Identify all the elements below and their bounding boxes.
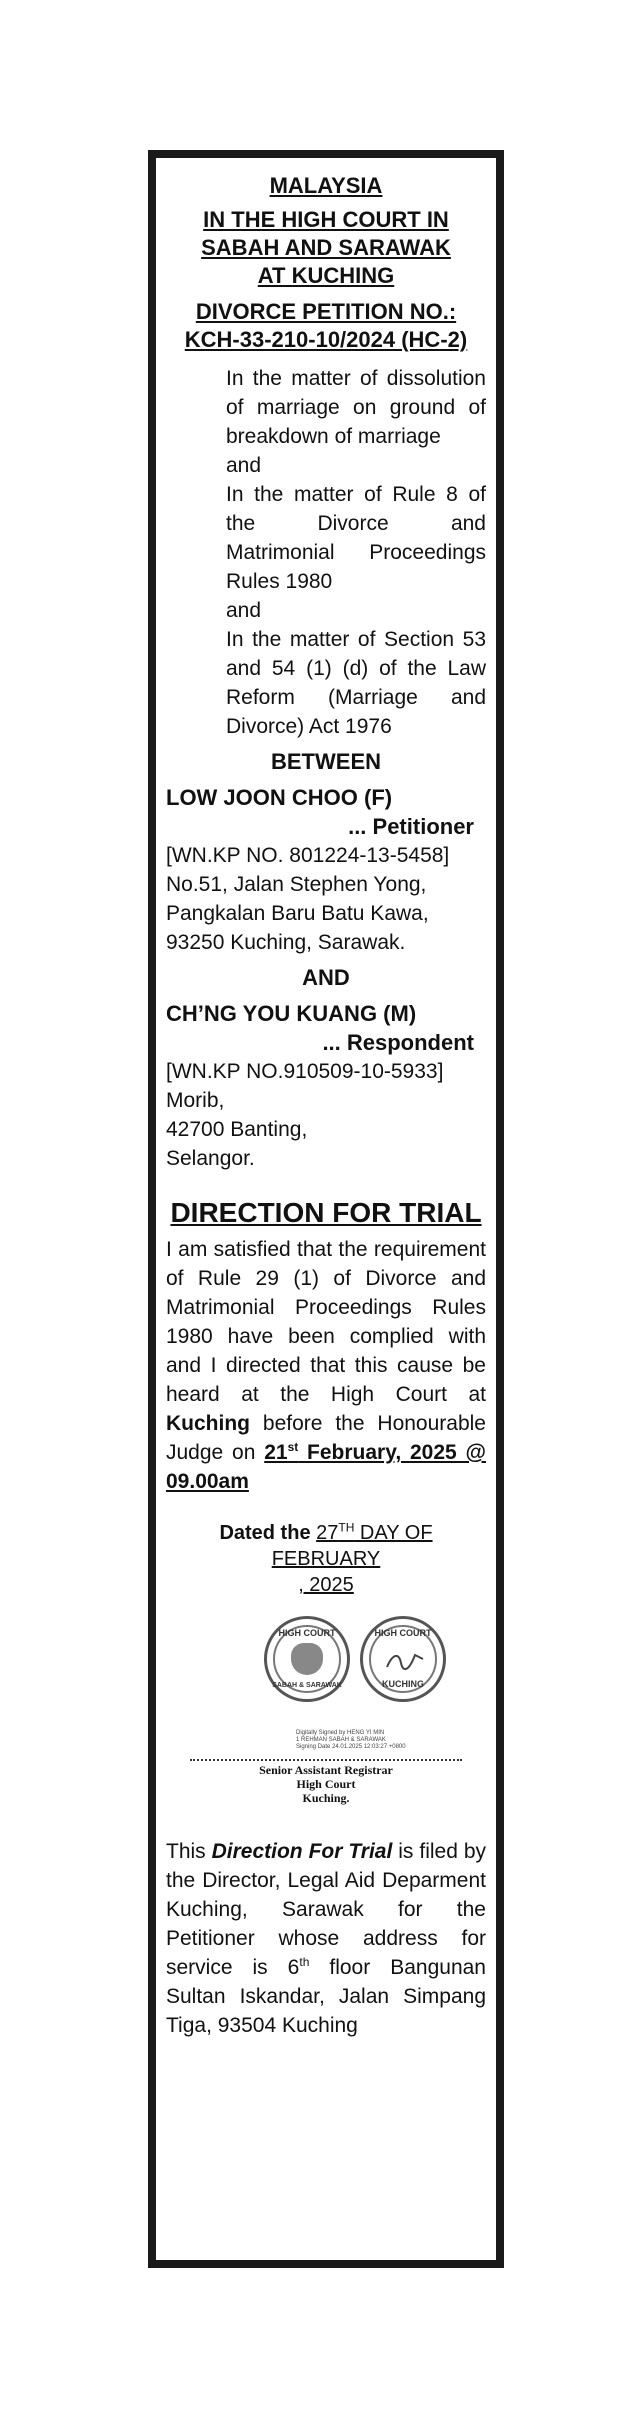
registrar-title: Senior Assistant Registrar: [259, 1763, 393, 1777]
country-heading: MALAYSIA: [269, 173, 383, 198]
dated-label: Dated the: [219, 1522, 317, 1544]
notice-content: [166, 172, 486, 2040]
signature-line-2: 1 REHMAN SABAH & SARAWAK: [296, 1737, 386, 1743]
and-label: AND: [302, 965, 350, 990]
registrar-place: Kuching.: [302, 1791, 350, 1805]
court-heading-line3: AT KUCHING: [257, 263, 395, 288]
petitioner-name: LOW JOON CHOO (F): [166, 785, 393, 810]
respondent-address-2: 42700 Banting,: [166, 1118, 308, 1141]
coat-of-arms-icon: [291, 1643, 323, 1675]
seal-right-top-text: HIGH COURT: [374, 1628, 432, 1638]
respondent-role: ... Respondent: [322, 1030, 474, 1055]
direction-text-1: I am satisfied that the requirement of Rule 29 (1) of Divorce and Matrimonial Proceedings Rules 1980 have been complied with and I directed that this cause be heard at the High Court at: [166, 1238, 486, 1406]
seal-left-top-text: HIGH COURT: [278, 1628, 336, 1638]
court-seal-left-icon: [264, 1616, 350, 1702]
matters-block: [226, 364, 486, 741]
court-seals: [166, 1616, 486, 1726]
matter-and-2: and: [226, 599, 262, 622]
respondent-name: CH’NG YOU KUANG (M): [166, 1001, 417, 1026]
dated-day: 27: [316, 1522, 339, 1544]
petition-label: DIVORCE PETITION NO.:: [195, 299, 457, 324]
signature-dotted-line: [190, 1759, 462, 1761]
respondent-id: [WN.KP NO.910509-10-5933]: [166, 1060, 444, 1083]
signature-scribble-icon: [385, 1649, 425, 1673]
matter-3: In the matter of Section 53 and 54 (1) (d) of the Law Reform (Marriage and Divorce) Act 1976: [226, 628, 486, 738]
direction-place: Kuching: [166, 1412, 250, 1435]
dated-year: , 2025: [298, 1574, 354, 1596]
court-seal-right-icon: [360, 1616, 446, 1702]
direction-text-2: before the Honourable Judge on: [166, 1412, 486, 1464]
petitioner-block: [166, 783, 486, 957]
hearing-day: 21: [264, 1441, 288, 1464]
notice-frame: [148, 150, 504, 2268]
seal-left-bottom-text: SABAH & SARAWAK: [272, 1682, 342, 1689]
footer-text-3: floor Bangunan Sultan Iskandar, Jalan Simpang Tiga, 93504 Kuching: [166, 1956, 486, 2037]
dated-day-suffix: TH: [338, 1520, 355, 1535]
footer-text-2: is filed by the Director, Legal Aid Deparment Kuching, Sarawak for the Petitioner whose address for service is 6: [166, 1840, 486, 1979]
respondent-address-1: Morib,: [166, 1089, 225, 1112]
dated-line: [166, 1520, 486, 1598]
hearing-rest: February, 2025 @ 09.00am: [166, 1441, 486, 1493]
respondent-address-3: Selangor.: [166, 1147, 255, 1170]
hearing-day-suffix: st: [287, 1440, 299, 1454]
petitioner-id: [WN.KP NO. 801224-13-5458]: [166, 844, 450, 867]
court-heading-line1: IN THE HIGH COURT IN: [203, 207, 449, 232]
court-header: [166, 172, 486, 354]
registrar-block: [166, 1763, 486, 1805]
petitioner-address-2: Pangkalan Baru Batu Kawa,: [166, 902, 429, 925]
respondent-block: [166, 999, 486, 1173]
registrar-court: High Court: [296, 1777, 356, 1791]
seal-right-bottom-text: KUCHING: [382, 1679, 424, 1689]
matter-and-1: and: [226, 454, 262, 477]
petitioner-address-3: 93250 Kuching, Sarawak.: [166, 931, 406, 954]
petitioner-address-1: No.51, Jalan Stephen Yong,: [166, 873, 427, 896]
between-label: BETWEEN: [271, 749, 381, 774]
direction-body: [166, 1235, 486, 1496]
matter-1: In the matter of dissolution of marriage on ground of breakdown of marriage: [226, 367, 486, 448]
petitioner-role: ... Petitioner: [348, 814, 474, 839]
footer-sup: th: [299, 1955, 310, 1969]
direction-title: DIRECTION FOR TRIAL: [170, 1197, 482, 1228]
court-heading-line2: SABAH AND SARAWAK: [201, 235, 451, 260]
signature-line-1: Digitally Signed by HENG YI MIN: [296, 1730, 385, 1736]
footer-filing-note: [166, 1837, 486, 2040]
petition-number: KCH-33-210-10/2024 (HC-2): [184, 327, 468, 352]
footer-emphasis: Direction For Trial: [211, 1840, 393, 1863]
matter-2: In the matter of Rule 8 of the Divorce and Matrimonial Proceedings Rules 1980: [226, 483, 486, 593]
dated-month: DAY OF FEBRUARY: [271, 1522, 433, 1570]
signature-line-3: Signing Date 24.01.2025 12:03:27 +0800: [296, 1744, 406, 1750]
digital-signature-note: [296, 1730, 436, 1751]
footer-text-1: This: [166, 1840, 212, 1863]
